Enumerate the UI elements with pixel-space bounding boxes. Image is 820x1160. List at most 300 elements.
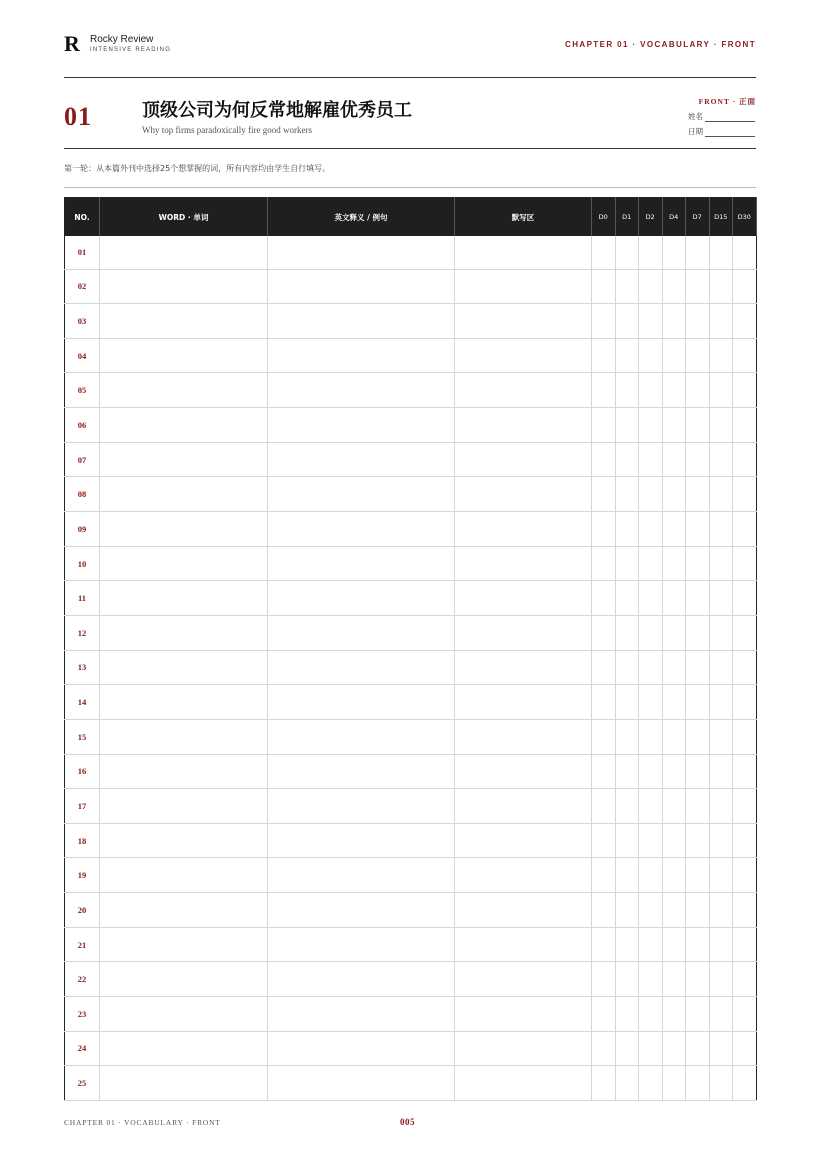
date-label: 日期 (688, 127, 703, 136)
review-day-cell[interactable] (733, 997, 757, 1032)
table-row (65, 373, 757, 408)
review-day-cell[interactable] (592, 581, 616, 616)
review-day-cell[interactable] (733, 408, 757, 443)
review-day-cell[interactable] (686, 927, 710, 962)
table-row (65, 338, 757, 373)
review-day-cell[interactable] (709, 442, 733, 477)
review-day-cell[interactable] (615, 927, 639, 962)
table-body (65, 236, 757, 1101)
review-day-cell[interactable] (686, 997, 710, 1032)
review-day-cell[interactable] (686, 512, 710, 547)
review-day-cell[interactable] (686, 650, 710, 685)
review-day-cell[interactable] (592, 442, 616, 477)
definition-cell[interactable] (268, 236, 455, 269)
row-number: 23 (65, 997, 100, 1032)
dictation-cell[interactable] (455, 1031, 592, 1066)
review-day-cell[interactable] (686, 269, 710, 304)
row-number: 22 (65, 962, 100, 997)
definition-cell[interactable] (268, 1031, 455, 1066)
review-day-cell[interactable] (592, 789, 616, 824)
review-day-cell[interactable] (592, 546, 616, 581)
review-day-cell[interactable] (709, 997, 733, 1032)
review-day-cell[interactable] (592, 719, 616, 754)
review-day-cell[interactable] (686, 685, 710, 720)
dictation-cell[interactable] (455, 685, 592, 720)
definition-cell[interactable] (268, 927, 455, 962)
review-day-cell[interactable] (733, 442, 757, 477)
dictation-cell[interactable] (455, 997, 592, 1032)
review-day-cell[interactable] (592, 893, 616, 928)
review-day-cell[interactable] (733, 962, 757, 997)
review-day-cell[interactable] (639, 1066, 663, 1101)
review-day-cell[interactable] (662, 997, 686, 1032)
review-day-cell[interactable] (686, 373, 710, 408)
table-row (65, 719, 757, 754)
definition-cell[interactable] (268, 1066, 455, 1101)
review-day-cell[interactable] (733, 719, 757, 754)
review-day-cell[interactable] (662, 858, 686, 893)
review-day-cell[interactable] (686, 408, 710, 443)
review-day-cell[interactable] (662, 754, 686, 789)
dictation-cell[interactable] (455, 477, 592, 512)
dictation-cell[interactable] (455, 615, 592, 650)
table-row (65, 615, 757, 650)
word-cell[interactable] (100, 858, 268, 893)
review-day-cell[interactable] (639, 893, 663, 928)
row-number: 16 (65, 754, 100, 789)
definition-cell[interactable] (268, 408, 455, 443)
dictation-cell[interactable] (455, 304, 592, 339)
review-day-cell[interactable] (639, 1031, 663, 1066)
review-day-cell[interactable] (709, 304, 733, 339)
word-cell[interactable] (100, 373, 268, 408)
review-day-cell[interactable] (709, 512, 733, 547)
row-number: 08 (65, 477, 100, 512)
definition-cell[interactable] (268, 754, 455, 789)
review-day-cell[interactable] (639, 304, 663, 339)
review-day-cell[interactable] (686, 615, 710, 650)
dictation-cell[interactable] (455, 754, 592, 789)
definition-cell[interactable] (268, 477, 455, 512)
review-day-cell[interactable] (592, 304, 616, 339)
review-day-cell[interactable] (592, 754, 616, 789)
definition-cell[interactable] (268, 823, 455, 858)
word-cell[interactable] (100, 962, 268, 997)
word-cell[interactable] (100, 650, 268, 685)
review-day-cell[interactable] (733, 650, 757, 685)
review-day-cell[interactable] (662, 962, 686, 997)
review-day-cell[interactable] (639, 754, 663, 789)
review-day-cell[interactable] (615, 546, 639, 581)
review-day-cell[interactable] (733, 477, 757, 512)
review-day-cell[interactable] (615, 823, 639, 858)
lesson-number: 01 (64, 102, 92, 131)
word-cell[interactable] (100, 893, 268, 928)
review-day-cell[interactable] (686, 581, 710, 616)
review-day-cell[interactable] (615, 338, 639, 373)
review-day-cell[interactable] (592, 927, 616, 962)
definition-cell[interactable] (268, 615, 455, 650)
dictation-cell[interactable] (455, 1066, 592, 1101)
row-number: 11 (65, 581, 100, 616)
review-day-cell[interactable] (615, 442, 639, 477)
review-day-cell[interactable] (686, 789, 710, 824)
row-number: 09 (65, 512, 100, 547)
word-cell[interactable] (100, 997, 268, 1032)
review-day-cell[interactable] (686, 338, 710, 373)
review-day-cell[interactable] (709, 927, 733, 962)
review-day-cell[interactable] (709, 893, 733, 928)
review-day-cell[interactable] (639, 338, 663, 373)
review-day-cell[interactable] (592, 269, 616, 304)
review-day-cell[interactable] (686, 858, 710, 893)
review-day-cell[interactable] (662, 338, 686, 373)
review-day-cell[interactable] (662, 512, 686, 547)
word-cell[interactable] (100, 615, 268, 650)
review-day-cell[interactable] (662, 408, 686, 443)
word-cell[interactable] (100, 1066, 268, 1101)
table-row (65, 754, 757, 789)
review-day-cell[interactable] (709, 858, 733, 893)
review-day-cell[interactable] (709, 615, 733, 650)
review-day-cell[interactable] (709, 789, 733, 824)
review-day-cell[interactable] (662, 442, 686, 477)
review-day-cell[interactable] (662, 615, 686, 650)
header-day: D30 (733, 198, 757, 237)
review-day-cell[interactable] (733, 685, 757, 720)
row-number: 05 (65, 373, 100, 408)
dictation-cell[interactable] (455, 236, 592, 269)
review-day-cell[interactable] (662, 789, 686, 824)
review-day-cell[interactable] (733, 927, 757, 962)
review-day-cell[interactable] (639, 650, 663, 685)
review-day-cell[interactable] (639, 442, 663, 477)
review-day-cell[interactable] (662, 650, 686, 685)
dictation-cell[interactable] (455, 789, 592, 824)
review-day-cell[interactable] (686, 719, 710, 754)
table-row (65, 858, 757, 893)
definition-cell[interactable] (268, 338, 455, 373)
definition-cell[interactable] (268, 997, 455, 1032)
table-row (65, 581, 757, 616)
review-day-cell[interactable] (733, 789, 757, 824)
review-day-cell[interactable] (639, 858, 663, 893)
review-day-cell[interactable] (709, 685, 733, 720)
definition-cell[interactable] (268, 581, 455, 616)
review-day-cell[interactable] (592, 373, 616, 408)
review-day-cell[interactable] (615, 789, 639, 824)
dictation-cell[interactable] (455, 581, 592, 616)
review-day-cell[interactable] (733, 823, 757, 858)
review-day-cell[interactable] (686, 304, 710, 339)
review-day-cell[interactable] (733, 754, 757, 789)
review-day-cell[interactable] (592, 1066, 616, 1101)
review-day-cell[interactable] (662, 477, 686, 512)
review-day-cell[interactable] (709, 1031, 733, 1066)
review-day-cell[interactable] (662, 719, 686, 754)
review-day-cell[interactable] (592, 962, 616, 997)
dictation-cell[interactable] (455, 719, 592, 754)
word-cell[interactable] (100, 269, 268, 304)
review-day-cell[interactable] (686, 442, 710, 477)
review-day-cell[interactable] (639, 927, 663, 962)
review-day-cell[interactable] (733, 269, 757, 304)
review-day-cell[interactable] (592, 685, 616, 720)
table-row (65, 269, 757, 304)
dictation-cell[interactable] (455, 269, 592, 304)
review-day-cell[interactable] (662, 581, 686, 616)
review-day-cell[interactable] (686, 477, 710, 512)
review-day-cell[interactable] (615, 997, 639, 1032)
table-row (65, 304, 757, 339)
review-day-cell[interactable] (686, 893, 710, 928)
dictation-cell[interactable] (455, 512, 592, 547)
review-day-cell[interactable] (639, 477, 663, 512)
review-day-cell[interactable] (615, 512, 639, 547)
review-day-cell[interactable] (709, 269, 733, 304)
review-day-cell[interactable] (615, 1066, 639, 1101)
review-day-cell[interactable] (733, 1066, 757, 1101)
word-cell[interactable] (100, 789, 268, 824)
review-day-cell[interactable] (662, 373, 686, 408)
definition-cell[interactable] (268, 442, 455, 477)
review-day-cell[interactable] (709, 754, 733, 789)
review-day-cell[interactable] (709, 719, 733, 754)
row-number: 10 (65, 546, 100, 581)
definition-cell[interactable] (268, 650, 455, 685)
dictation-cell[interactable] (455, 442, 592, 477)
review-day-cell[interactable] (709, 373, 733, 408)
review-day-cell[interactable] (639, 269, 663, 304)
row-number: 17 (65, 789, 100, 824)
table-row (65, 927, 757, 962)
review-day-cell[interactable] (639, 789, 663, 824)
review-day-cell[interactable] (592, 408, 616, 443)
review-day-cell[interactable] (639, 546, 663, 581)
definition-cell[interactable] (268, 789, 455, 824)
review-day-cell[interactable] (615, 304, 639, 339)
review-day-cell[interactable] (592, 1031, 616, 1066)
review-day-cell[interactable] (709, 477, 733, 512)
word-cell[interactable] (100, 546, 268, 581)
review-day-cell[interactable] (615, 719, 639, 754)
review-day-cell[interactable] (662, 236, 686, 269)
word-cell[interactable] (100, 685, 268, 720)
instructions-divider (64, 187, 756, 188)
review-day-cell[interactable] (662, 304, 686, 339)
review-day-cell[interactable] (733, 338, 757, 373)
review-day-cell[interactable] (662, 269, 686, 304)
dictation-cell[interactable] (455, 823, 592, 858)
header-day: D0 (592, 198, 616, 237)
row-number: 24 (65, 1031, 100, 1066)
review-day-cell[interactable] (639, 719, 663, 754)
dictation-cell[interactable] (455, 408, 592, 443)
word-cell[interactable] (100, 338, 268, 373)
review-day-cell[interactable] (709, 823, 733, 858)
review-day-cell[interactable] (615, 858, 639, 893)
review-day-cell[interactable] (615, 373, 639, 408)
table-row (65, 962, 757, 997)
review-day-cell[interactable] (733, 512, 757, 547)
vocabulary-table (64, 197, 757, 1101)
review-day-cell[interactable] (592, 236, 616, 269)
review-day-cell[interactable] (662, 546, 686, 581)
definition-cell[interactable] (268, 858, 455, 893)
review-day-cell[interactable] (686, 236, 710, 269)
review-day-cell[interactable] (709, 962, 733, 997)
review-day-cell[interactable] (733, 373, 757, 408)
dictation-cell[interactable] (455, 650, 592, 685)
review-day-cell[interactable] (615, 893, 639, 928)
header-day: D15 (709, 198, 733, 237)
review-day-cell[interactable] (733, 546, 757, 581)
review-day-cell[interactable] (662, 927, 686, 962)
review-day-cell[interactable] (592, 650, 616, 685)
definition-cell[interactable] (268, 512, 455, 547)
review-day-cell[interactable] (686, 1031, 710, 1066)
review-day-cell[interactable] (686, 754, 710, 789)
word-cell[interactable] (100, 512, 268, 547)
definition-cell[interactable] (268, 962, 455, 997)
review-day-cell[interactable] (639, 408, 663, 443)
dictation-cell[interactable] (455, 546, 592, 581)
review-day-cell[interactable] (615, 269, 639, 304)
review-day-cell[interactable] (639, 997, 663, 1032)
review-day-cell[interactable] (733, 581, 757, 616)
review-day-cell[interactable] (639, 823, 663, 858)
review-day-cell[interactable] (615, 685, 639, 720)
review-day-cell[interactable] (733, 236, 757, 269)
word-cell[interactable] (100, 304, 268, 339)
dictation-cell[interactable] (455, 893, 592, 928)
review-day-cell[interactable] (709, 650, 733, 685)
review-day-cell[interactable] (615, 581, 639, 616)
review-day-cell[interactable] (709, 338, 733, 373)
dictation-cell[interactable] (455, 338, 592, 373)
name-field[interactable] (688, 111, 756, 122)
table-row (65, 650, 757, 685)
review-day-cell[interactable] (733, 615, 757, 650)
definition-cell[interactable] (268, 269, 455, 304)
review-day-cell[interactable] (639, 685, 663, 720)
definition-cell[interactable] (268, 893, 455, 928)
header-dictation: 默写区 (455, 198, 592, 237)
review-day-cell[interactable] (615, 962, 639, 997)
definition-cell[interactable] (268, 373, 455, 408)
word-cell[interactable] (100, 581, 268, 616)
word-cell[interactable] (100, 408, 268, 443)
review-day-cell[interactable] (686, 1066, 710, 1101)
chapter-tag: CHAPTER 01 · VOCABULARY · FRONT (565, 40, 756, 49)
review-day-cell[interactable] (639, 581, 663, 616)
brand-subtitle: INTENSIVE READING (90, 47, 172, 53)
review-day-cell[interactable] (592, 512, 616, 547)
review-day-cell[interactable] (639, 373, 663, 408)
word-cell[interactable] (100, 442, 268, 477)
review-day-cell[interactable] (615, 650, 639, 685)
word-cell[interactable] (100, 719, 268, 754)
review-day-cell[interactable] (592, 477, 616, 512)
review-day-cell[interactable] (592, 615, 616, 650)
name-label: 姓名 (688, 112, 703, 121)
date-field[interactable] (688, 126, 756, 137)
header-definition: 英文释义 / 例句 (268, 198, 455, 237)
review-day-cell[interactable] (709, 1066, 733, 1101)
review-day-cell[interactable] (592, 858, 616, 893)
review-day-cell[interactable] (592, 823, 616, 858)
row-number: 06 (65, 408, 100, 443)
review-day-cell[interactable] (686, 962, 710, 997)
review-day-cell[interactable] (662, 1031, 686, 1066)
row-number: 04 (65, 338, 100, 373)
review-day-cell[interactable] (709, 581, 733, 616)
header-day: D7 (686, 198, 710, 237)
review-day-cell[interactable] (686, 546, 710, 581)
review-day-cell[interactable] (733, 893, 757, 928)
review-day-cell[interactable] (709, 236, 733, 269)
review-day-cell[interactable] (662, 823, 686, 858)
logo-mark: R (64, 31, 80, 56)
title-divider (64, 148, 756, 149)
side-label: FRONT · 正面 (698, 97, 756, 106)
review-day-cell[interactable] (615, 477, 639, 512)
header-day: D4 (662, 198, 686, 237)
review-day-cell[interactable] (733, 1031, 757, 1066)
dictation-cell[interactable] (455, 858, 592, 893)
table-row (65, 823, 757, 858)
definition-cell[interactable] (268, 719, 455, 754)
review-day-cell[interactable] (615, 1031, 639, 1066)
definition-cell[interactable] (268, 546, 455, 581)
dictation-cell[interactable] (455, 962, 592, 997)
row-number: 01 (65, 236, 100, 269)
review-day-cell[interactable] (639, 962, 663, 997)
review-day-cell[interactable] (686, 823, 710, 858)
review-day-cell[interactable] (709, 546, 733, 581)
review-day-cell[interactable] (615, 754, 639, 789)
word-cell[interactable] (100, 236, 268, 269)
dictation-cell[interactable] (455, 927, 592, 962)
review-day-cell[interactable] (592, 338, 616, 373)
word-cell[interactable] (100, 477, 268, 512)
row-number: 15 (65, 719, 100, 754)
review-day-cell[interactable] (615, 615, 639, 650)
word-cell[interactable] (100, 927, 268, 962)
definition-cell[interactable] (268, 685, 455, 720)
review-day-cell[interactable] (592, 997, 616, 1032)
review-day-cell[interactable] (639, 512, 663, 547)
table-row (65, 789, 757, 824)
row-number: 02 (65, 269, 100, 304)
review-day-cell[interactable] (733, 858, 757, 893)
review-day-cell[interactable] (733, 304, 757, 339)
word-cell[interactable] (100, 823, 268, 858)
review-day-cell[interactable] (662, 893, 686, 928)
word-cell[interactable] (100, 754, 268, 789)
review-day-cell[interactable] (662, 685, 686, 720)
definition-cell[interactable] (268, 304, 455, 339)
review-day-cell[interactable] (615, 236, 639, 269)
review-day-cell[interactable] (709, 408, 733, 443)
dictation-cell[interactable] (455, 373, 592, 408)
word-cell[interactable] (100, 1031, 268, 1066)
table-header-row (65, 198, 757, 237)
review-day-cell[interactable] (639, 615, 663, 650)
review-day-cell[interactable] (639, 236, 663, 269)
review-day-cell[interactable] (615, 408, 639, 443)
review-day-cell[interactable] (662, 1066, 686, 1101)
